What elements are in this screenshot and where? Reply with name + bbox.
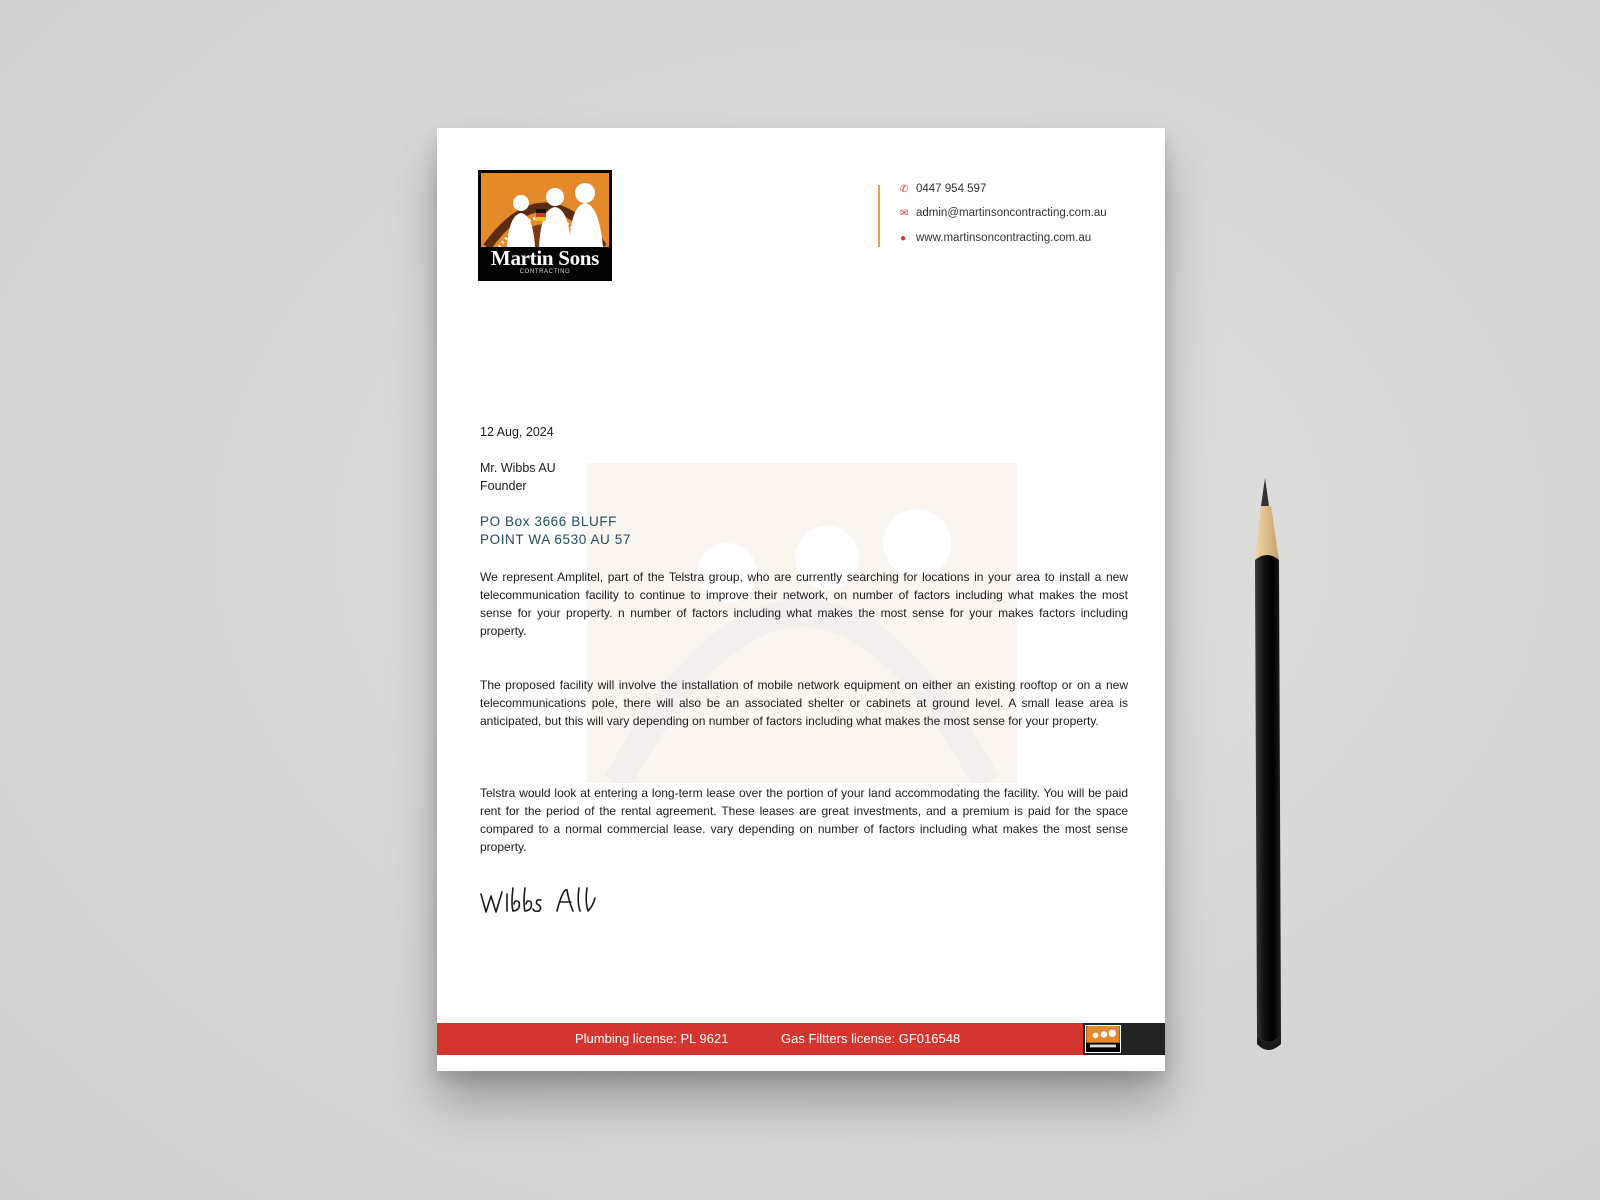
body-paragraph-1: We represent Amplitel, part of the Telstra group, who are currently searching for locations in your area to install a new telecommunication facility to continue to improve their network, on number of factors including what makes the most sense for your property. n number of factors including what makes the most sense for your makes factors including property. [480, 570, 1128, 638]
pencil [1245, 478, 1295, 1058]
company-logo [478, 170, 612, 281]
handwritten-signature [477, 880, 627, 920]
footer-logo [1085, 1025, 1121, 1053]
email-text: admin@martinsoncontracting.com.au [916, 207, 1107, 219]
contact-phone [900, 183, 986, 195]
plumbing-license: Plumbing license: PL 9621 [575, 1031, 729, 1046]
address-line-1: PO Box 3666 BLUFF [480, 514, 618, 529]
body-paragraph-3: Telstra would look at entering a long-term lease over the portion of your land accommodating the facility. You will be paid rent for the period of the rental agreement. These leases are great investments, and a premium is paid for the space compared to a normal commercial lease. vary depending on number of factors including what makes the most sense property. [480, 786, 1128, 854]
recipient-address [480, 513, 631, 549]
recipient-block [480, 459, 556, 495]
body-paragraph-2: The proposed facility will involve the installation of mobile network equipment on either an existing rooftop or on a new telecommunications pole, there will also be an associated shelter or cabinets at ground level. A small lease area is anticipated, but this will vary depending on number of factors including what makes the most sense for your property. [480, 678, 1128, 728]
letterhead-page [437, 128, 1165, 1071]
envelope-icon: ✉ [900, 208, 909, 219]
phone-text: 0447 954 597 [916, 183, 987, 195]
footer-bar [437, 1023, 1083, 1055]
address-line-2: POINT WA 6530 AU 57 [480, 532, 631, 547]
contact-website [900, 232, 1091, 244]
recipient-title: Founder [480, 479, 527, 493]
globe-icon: ● [900, 233, 907, 244]
logo-company-name: Martin Sons [490, 246, 600, 270]
phone-icon: ✆ [900, 184, 909, 195]
contact-divider [878, 185, 880, 247]
logo-company-subtitle: CONTRACTING [519, 269, 571, 275]
contact-email [900, 207, 1107, 219]
logo-artwork [481, 173, 609, 247]
letter-date: 12 Aug, 2024 [480, 425, 554, 439]
recipient-name: Mr. Wibbs AU [480, 461, 556, 475]
gas-license: Gas Filtters license: GF016548 [781, 1031, 961, 1046]
website-text: www.martinsoncontracting.com.au [916, 232, 1092, 244]
